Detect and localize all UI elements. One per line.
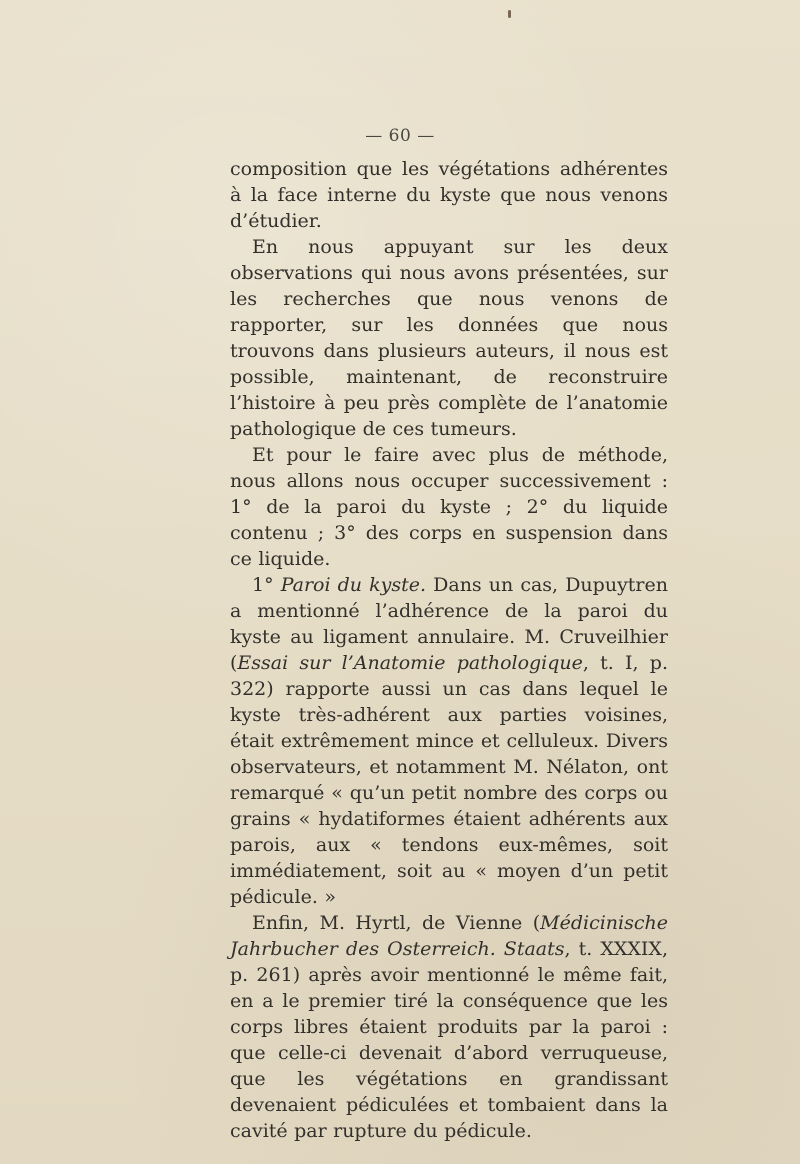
paragraph-5	[230, 910, 668, 1144]
ink-mark	[508, 10, 511, 18]
paragraph-4-text-2: , t. I, p. 322) rapporte aussi un cas dans lequel le kyste très-adhérent aux parties voisines, était extrêmement mince et celluleux. Divers observateurs, et notamment M. Nélaton, ont remarqué « qu’un petit nombre des corps ou grains « hydatiformes étaient adhérents aux parois, aux « tendons eux-mêmes, soit immédiatement, soit au « moyen d’un petit pédicule. »	[230, 652, 668, 908]
paragraph-5-lead: Enfin, M. Hyrtl, de Vienne (	[252, 912, 541, 934]
paragraph-2	[230, 234, 668, 442]
paragraph-4-lead: 1°	[252, 574, 281, 596]
body-text	[230, 156, 668, 1144]
paragraph-3	[230, 442, 668, 572]
paragraph-5-italic-1: Médicinische Jahrbucher des Osterreich. Staats	[230, 912, 668, 960]
paragraph-4	[230, 572, 668, 910]
paragraph-4-italic-1: Paroi du kyste.	[280, 574, 427, 596]
paragraph-1	[230, 156, 668, 234]
paragraph-3-text: Et pour le faire avec plus de méthode, nous allons nous occuper successivement : 1° de la paroi du kyste ; 2° du liquide contenu ; 3° des corps en suspension dans ce liquide.	[230, 444, 668, 570]
paragraph-4-italic-2: Essai sur l’Anatomie pathologique	[237, 652, 583, 674]
paragraph-1-text: composition que les végétations adhérentes à la face interne du kyste que nous venons d’étudier.	[230, 158, 668, 232]
paragraph-2-text: En nous appuyant sur les deux observations qui nous avons présentées, sur les recherches que nous venons de rapporter, sur les données que nous trouvons dans plusieurs auteurs, il nous est possible, maintenant, de reconstruire l’histoire à peu près complète de l’anatomie pathologique de ces tumeurs.	[230, 236, 668, 440]
page-number: — 60 —	[365, 126, 435, 146]
paragraph-4-text-1: Dans un cas, Dupuytren a mentionné l’adhérence de la paroi du kyste au ligament annulaire. M. Cruveilhier (	[230, 574, 668, 674]
paragraph-5-text-1: , t. XXXIX, p. 261) après avoir mentionné le même fait, en a le premier tiré la conséquence que les corps libres étaient produits par la paroi : que celle-ci devenait d’abord verruqueuse, que les végétations en grandissant devenaient pédiculées et tombaient dans la cavité par rupture du pédicule.	[230, 938, 668, 1142]
